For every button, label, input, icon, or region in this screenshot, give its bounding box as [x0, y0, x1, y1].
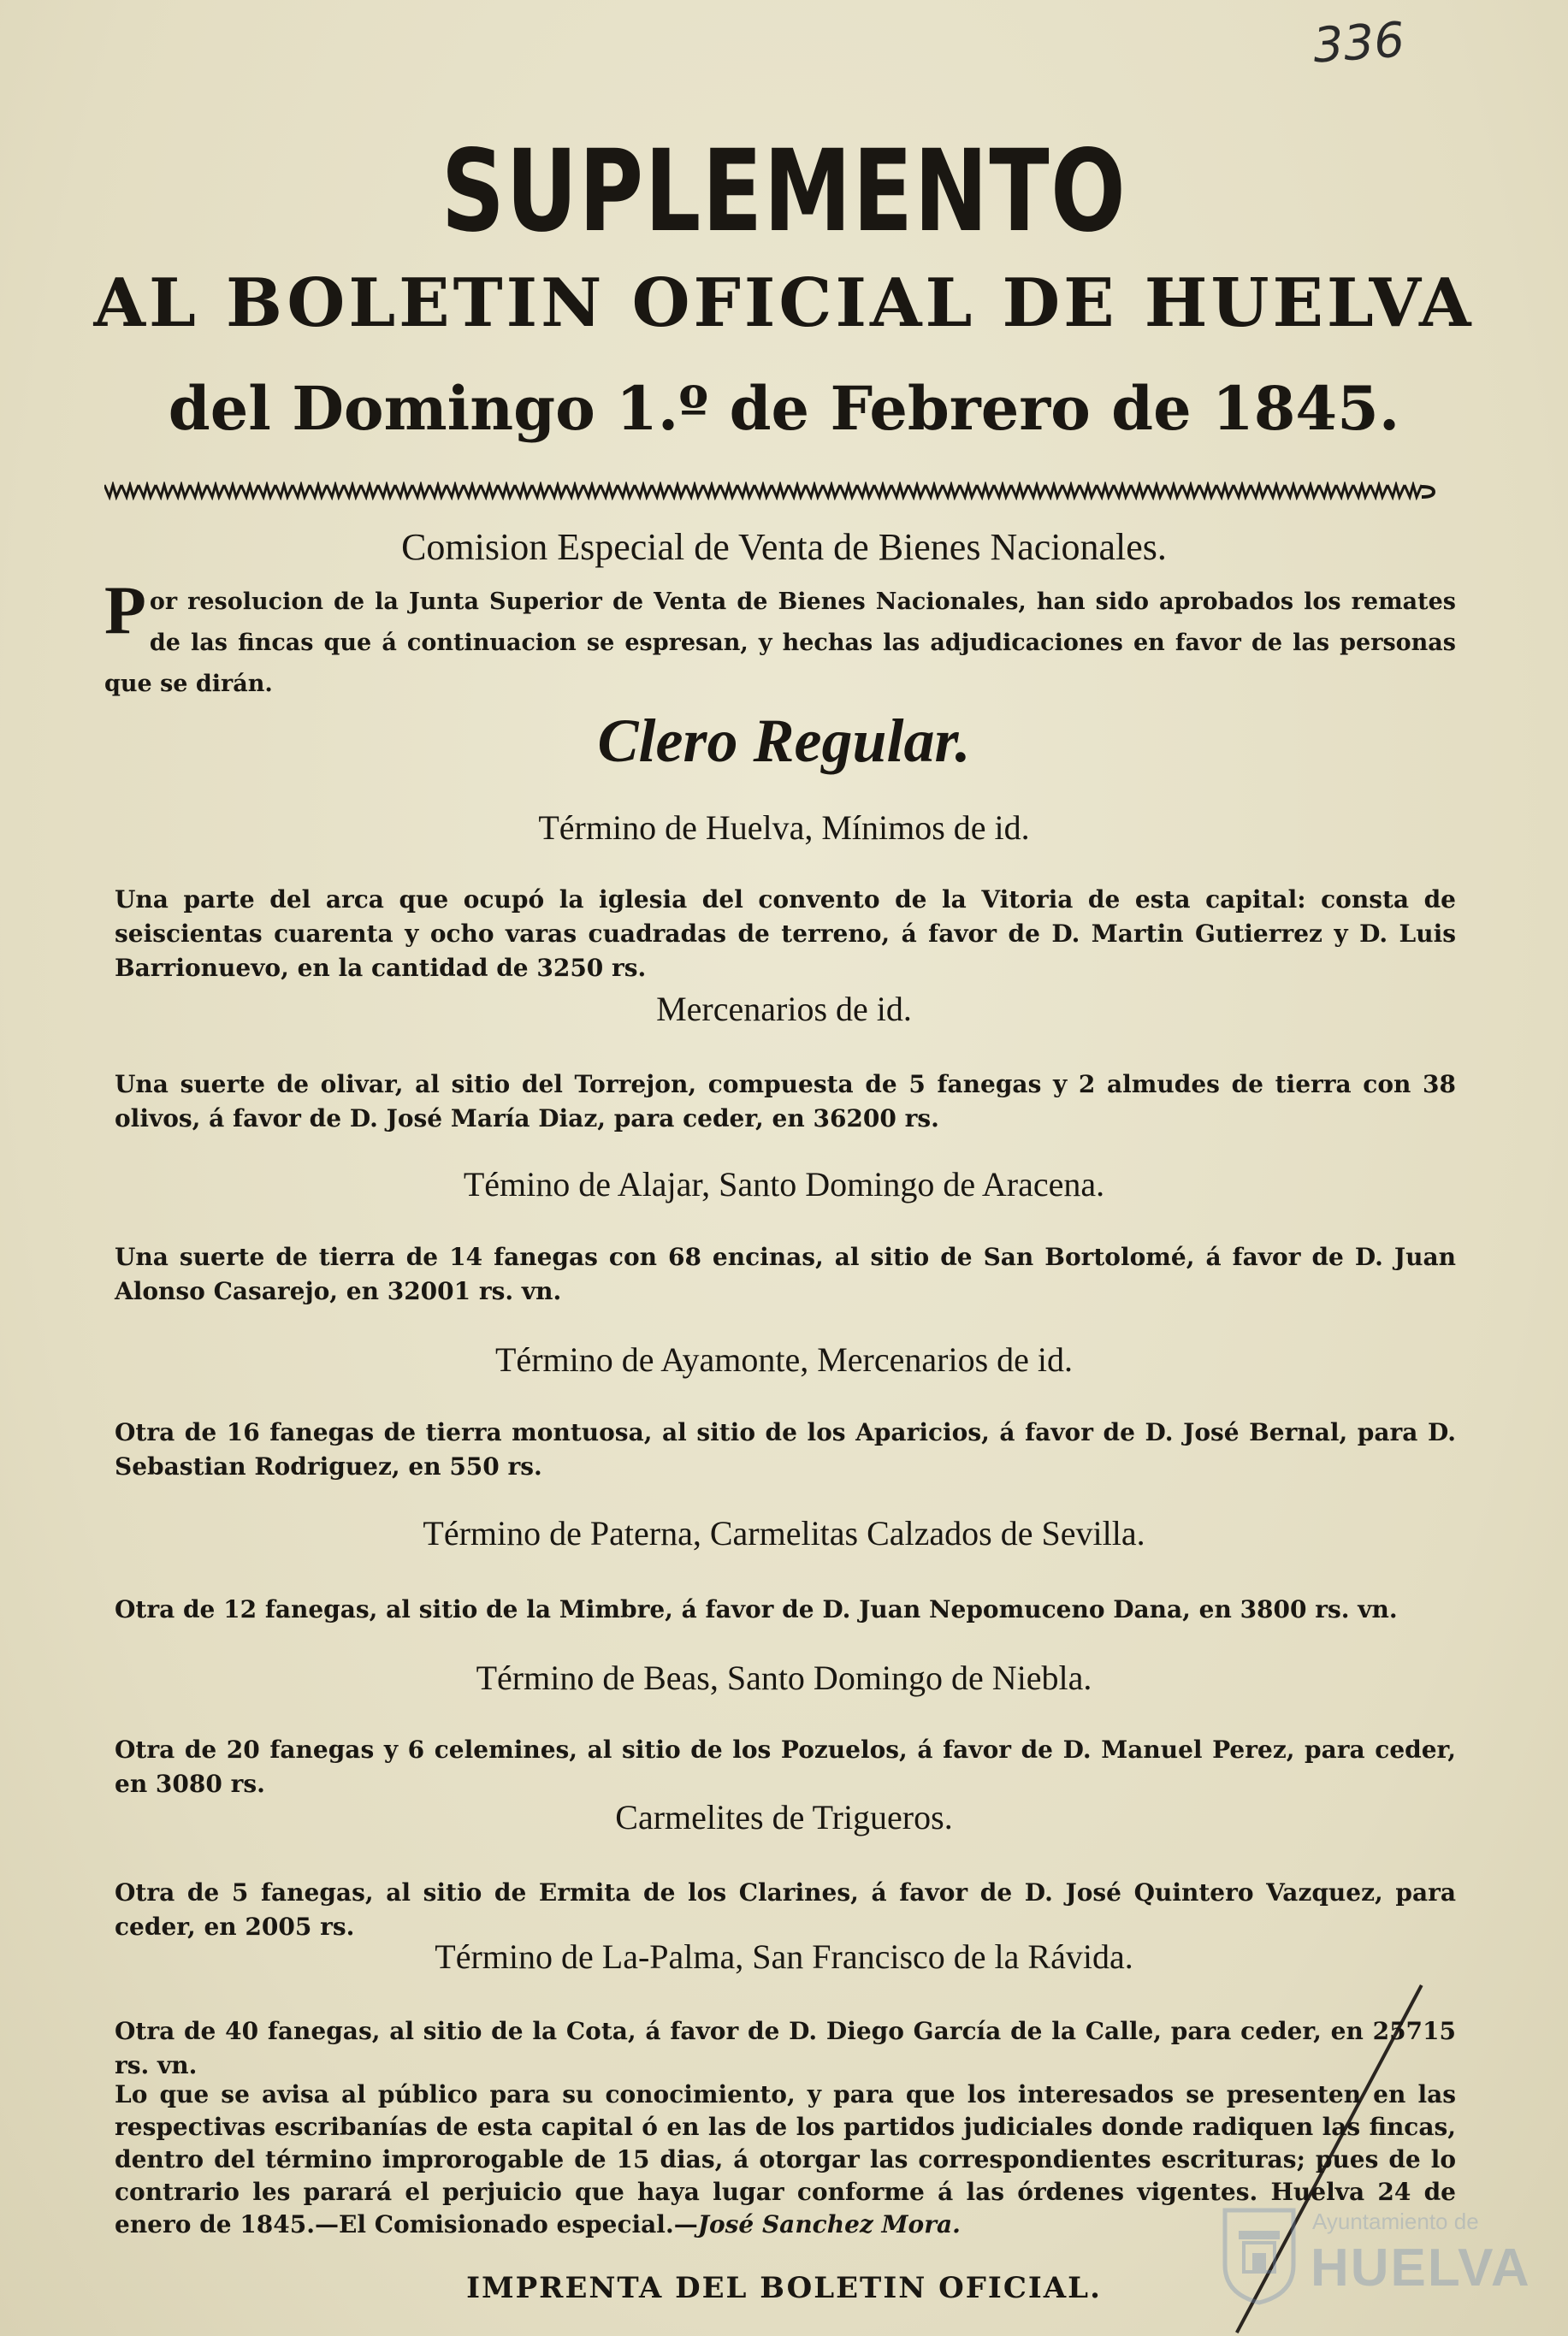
- entry-text-1: Una parte del arca que ocupó la iglesia del convento de la Vitoria de esta capital: consta de seiscientas cuarenta y ocho varas cuadradas de terreno, á favor de D. Martin Gutierrez y D. Luis Barrionuevo, en la cantidad de 3250 rs.: [115, 885, 1456, 982]
- entry-heading-1: Término de Huelva, Mínimos de id.: [538, 808, 1030, 847]
- intro-text: or resolucion de la Junta Superior de Venta de Bienes Nacionales, han sido aprobados los remates de las fincas que á continuacion se espresan, y hechas las adjudicaciones en favor de las personas que se dirán.: [104, 588, 1456, 697]
- entry-text-4: Otra de 16 fanegas de tierra montuosa, al sitio de los Aparicios, á favor de D. José Bernal, para D. Sebastian Rodriguez, en 550 rs.: [115, 1418, 1456, 1481]
- section-title: Clero Regular.: [597, 707, 971, 775]
- watermark-caption: Ayuntamiento de: [1312, 2209, 1479, 2234]
- publication-date: del Domingo 1.º de Febrero de 1845.: [168, 373, 1400, 444]
- closing-text: Lo que se avisa al público para su conocimiento, y para que los interesados se presenten en las respectivas escribanías de esta capital ó en las de los partidos judiciales donde radiquen las fincas, dentro del término improrogable de 15 dias, á otorgar las correspondientes escrituras; pues de lo contrario les parará el perjuicio que haya lugar conforme á las órdenes vigentes. Huelva 24 de enero de 1845.—El Comisionado especial.—: [115, 2080, 1456, 2238]
- entry-heading-7: Carmelites de Trigueros.: [615, 1798, 953, 1836]
- entry-heading-8: Término de La-Palma, San Francisco de la Rávida.: [435, 1937, 1133, 1976]
- intro-paragraph: [104, 573, 1456, 705]
- entry-heading-6: Término de Beas, Santo Domingo de Niebla.: [476, 1659, 1092, 1697]
- entry-text-5: Otra de 12 fanegas, al sitio de la Mimbre, á favor de D. Juan Nepomuceno Dana, en 3800 rs. vn.: [115, 1595, 1398, 1623]
- entry-heading-5: Término de Paterna, Carmelitas Calzados de Sevilla.: [423, 1514, 1145, 1552]
- entry-text-6: Otra de 20 fanegas y 6 celemines, al sitio de los Pozuelos, á favor de D. Manuel Perez, para ceder, en 3080 rs.: [115, 1736, 1456, 1798]
- entry-heading-2: Mercenarios de id.: [656, 990, 912, 1028]
- entry-heading-3: Témino de Alajar, Santo Domingo de Aracena.: [463, 1165, 1105, 1203]
- entry-text-7: Otra de 5 fanegas, al sitio de Ermita de los Clarines, á favor de D. José Quintero Vazquez, para ceder, en 2005 rs.: [115, 1878, 1456, 1941]
- entry-heading-4: Término de Ayamonte, Mercenarios de id.: [495, 1340, 1073, 1379]
- ornamental-rule: [104, 482, 1446, 500]
- commission-heading: Comision Especial de Venta de Bienes Nacionales.: [401, 526, 1167, 568]
- imprint-line: IMPRENTA DEL BOLETIN OFICIAL.: [466, 2271, 1102, 2305]
- document-subtitle: AL BOLETIN OFICIAL DE HUELVA: [93, 264, 1475, 342]
- watermark-city: HUELVA: [1311, 2238, 1531, 2298]
- entry-text-8: Otra de 40 fanegas, al sitio de la Cota, á favor de D. Diego García de la Calle, para ceder, en 25715 rs. vn.: [115, 2017, 1456, 2079]
- closing-signature: José Sanchez Mora.: [697, 2210, 961, 2238]
- entry-text-3: Una suerte de tierra de 14 fanegas con 68 encinas, al sitio de San Bortolomé, á favor de D. Juan Alonso Casarejo, en 32001 rs. vn.: [115, 1243, 1456, 1305]
- archive-watermark: [1213, 2200, 1531, 2320]
- intro-dropcap: P: [104, 573, 146, 648]
- entry-text-2: Una suerte de olivar, al sitio del Torrejon, compuesta de 5 fanegas y 2 almudes de tierra con 38 olivos, á favor de D. José María Diaz, para ceder, en 36200 rs.: [115, 1070, 1456, 1133]
- handwritten-page-number: 336: [1311, 12, 1407, 74]
- city-shield-icon: [1220, 2205, 1299, 2306]
- document-title: SUPLEMENTO: [441, 126, 1127, 257]
